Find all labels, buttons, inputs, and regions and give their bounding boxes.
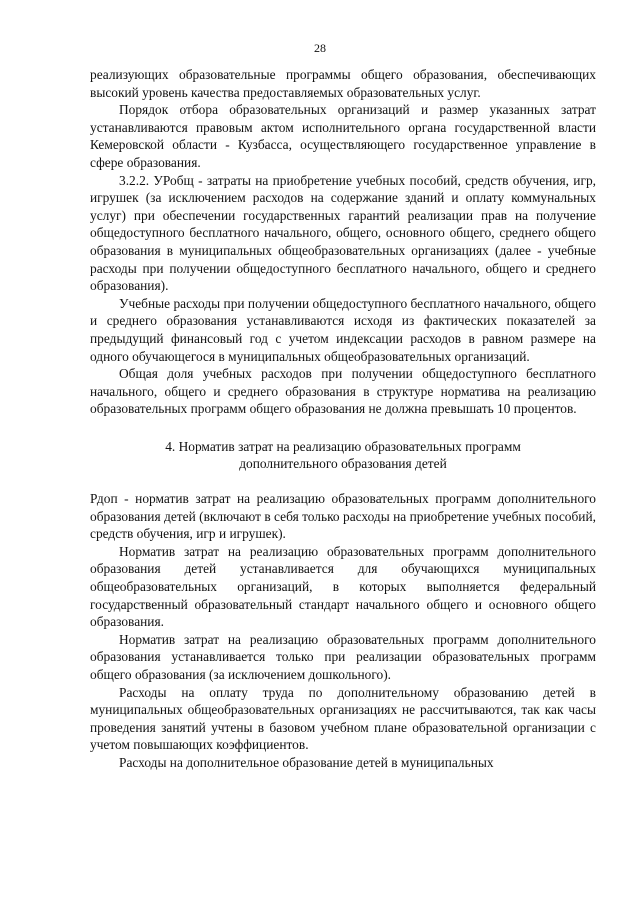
document-body xyxy=(90,66,596,772)
page-number: 28 xyxy=(314,41,326,55)
spacer xyxy=(90,473,596,490)
paragraph: Рдоп - норматив затрат на реализацию образовательных программ дополнительного образования детей (включают в себя только расходы на приобретение учебных пособий, средств обучения, игр и игрушек). xyxy=(90,491,596,542)
section-heading-line: 4. Норматив затрат на реализацию образовательных программ xyxy=(165,438,521,454)
section-heading xyxy=(90,438,596,473)
paragraph: Расходы на дополнительное образование детей в муниципальных xyxy=(119,754,494,770)
paragraph: Учебные расходы при получении общедоступного бесплатного начального, общего и среднего образования устанавливаются исходя из фактических показателей за предыдущий финансовый год с учетом индексации расходов в равном размере на одного обучающегося в муниципальных общеобразовательных организаций. xyxy=(90,295,596,364)
paragraph: реализующих образовательные программы общего образования, обеспечивающих высокий уровень качества предоставляемых образовательных услуг. xyxy=(90,67,596,100)
paragraph: Общая доля учебных расходов при получении общедоступного бесплатного начального, общего и среднего образования в структуре норматива на реализацию образовательных программ общего образования не должна превышать 10 процентов. xyxy=(90,366,596,417)
paragraph: Норматив затрат на реализацию образовательных программ дополнительного образования детей устанавливается для обучающихся муниципальных общеобразовательных организаций, в которых выполняется федеральный государственный образовательный стандарт начального общего и основного общего образования. xyxy=(90,543,596,630)
paragraph: Норматив затрат на реализацию образовательных программ дополнительного образования устанавливается только при реализации образовательных программ общего образования (за исключением дошкольного). xyxy=(90,631,596,682)
paragraph: Порядок отбора образовательных организаций и размер указанных затрат устанавливаются правовым актом исполнительного органа государственной власти Кемеровской области - Кузбасса, осуществляющего государственное управление в сфере образования. xyxy=(90,102,596,170)
paragraph: Расходы на оплату труда по дополнительному образованию детей в муниципальных общеобразовательных организациях не рассчитываются, так как часы проведения занятий учтены в базовом учебном плане образовательной организации с учетом повышающих коэффициентов. xyxy=(90,684,596,753)
section-heading-line: дополнительного образования детей xyxy=(239,456,447,472)
paragraph: 3.2.2. УРобщ - затраты на приобретение учебных пособий, средств обучения, игр, игрушек (за исключением расходов на содержание зданий и оплату коммунальных услуг) при обеспечении государственных гарантий реализации прав на получение общедоступного бесплатного начального, общего, основного общего, среднего общего образования в муниципальных общеобразовательных организациях (далее - учебные расходы при получении общедоступного бесплатного начального, общего и среднего образования). xyxy=(90,172,596,294)
